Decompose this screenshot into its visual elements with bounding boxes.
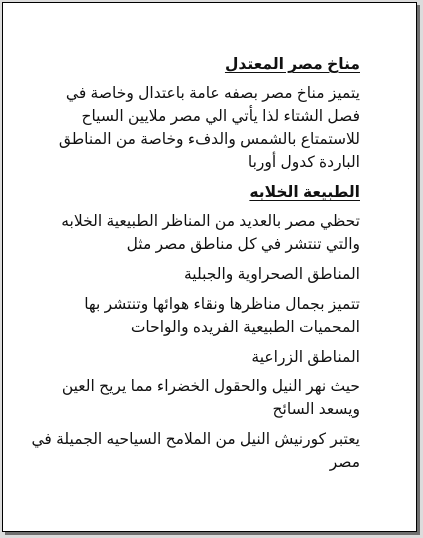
text-line: مصر (329, 454, 360, 471)
paragraph-agriculture-description (49, 375, 360, 421)
text-line: تحظي مصر بالعديد من المناظر الطبيعية الخلابه (61, 213, 360, 230)
paragraph-desert (49, 263, 360, 286)
text-line: الباردة كدول أوربا (247, 154, 360, 171)
text-line: تتميز بجمال مناظرها ونقاء هوائها وتنتشر بها (84, 296, 360, 313)
text-line: حيث نهر النيل والحقول الخضراء مما يريح العين (61, 378, 360, 395)
paragraph-desert-description (49, 293, 360, 339)
text-line: ويسعد السائح (272, 401, 360, 418)
paragraph-agriculture (49, 346, 360, 369)
document-page (2, 2, 417, 532)
text-line: للاستمتاع بالشمس والدفء وخاصة من المناطق (58, 131, 360, 148)
heading-climate-text: مناخ مصر المعتدل (224, 56, 360, 73)
paragraph-nature (49, 210, 360, 256)
text-line: المناطق الزراعية (251, 349, 360, 366)
text-line: والتي تنتشر في كل مناطق مصر مثل (126, 236, 360, 253)
text-line: المحميات الطبيعية الفريده والواحات (130, 319, 360, 336)
heading-climate (49, 53, 360, 76)
text-line: المناطق الصحراوية والجبلية (183, 266, 360, 283)
text-line: فصل الشتاء لذا يأتي الي مصر ملايين السياح (81, 108, 360, 125)
heading-nature-text: الطبيعة الخلابه (249, 184, 360, 201)
paragraph-corniche (31, 428, 360, 474)
text-line: يتميز مناخ مصر بصفه عامة باعتدال وخاصة في (65, 85, 360, 102)
heading-nature (49, 181, 360, 204)
text-line: يعتبر كورنيش النيل من الملامح السياحيه الجميلة في (31, 431, 360, 448)
paragraph-climate (49, 82, 360, 174)
